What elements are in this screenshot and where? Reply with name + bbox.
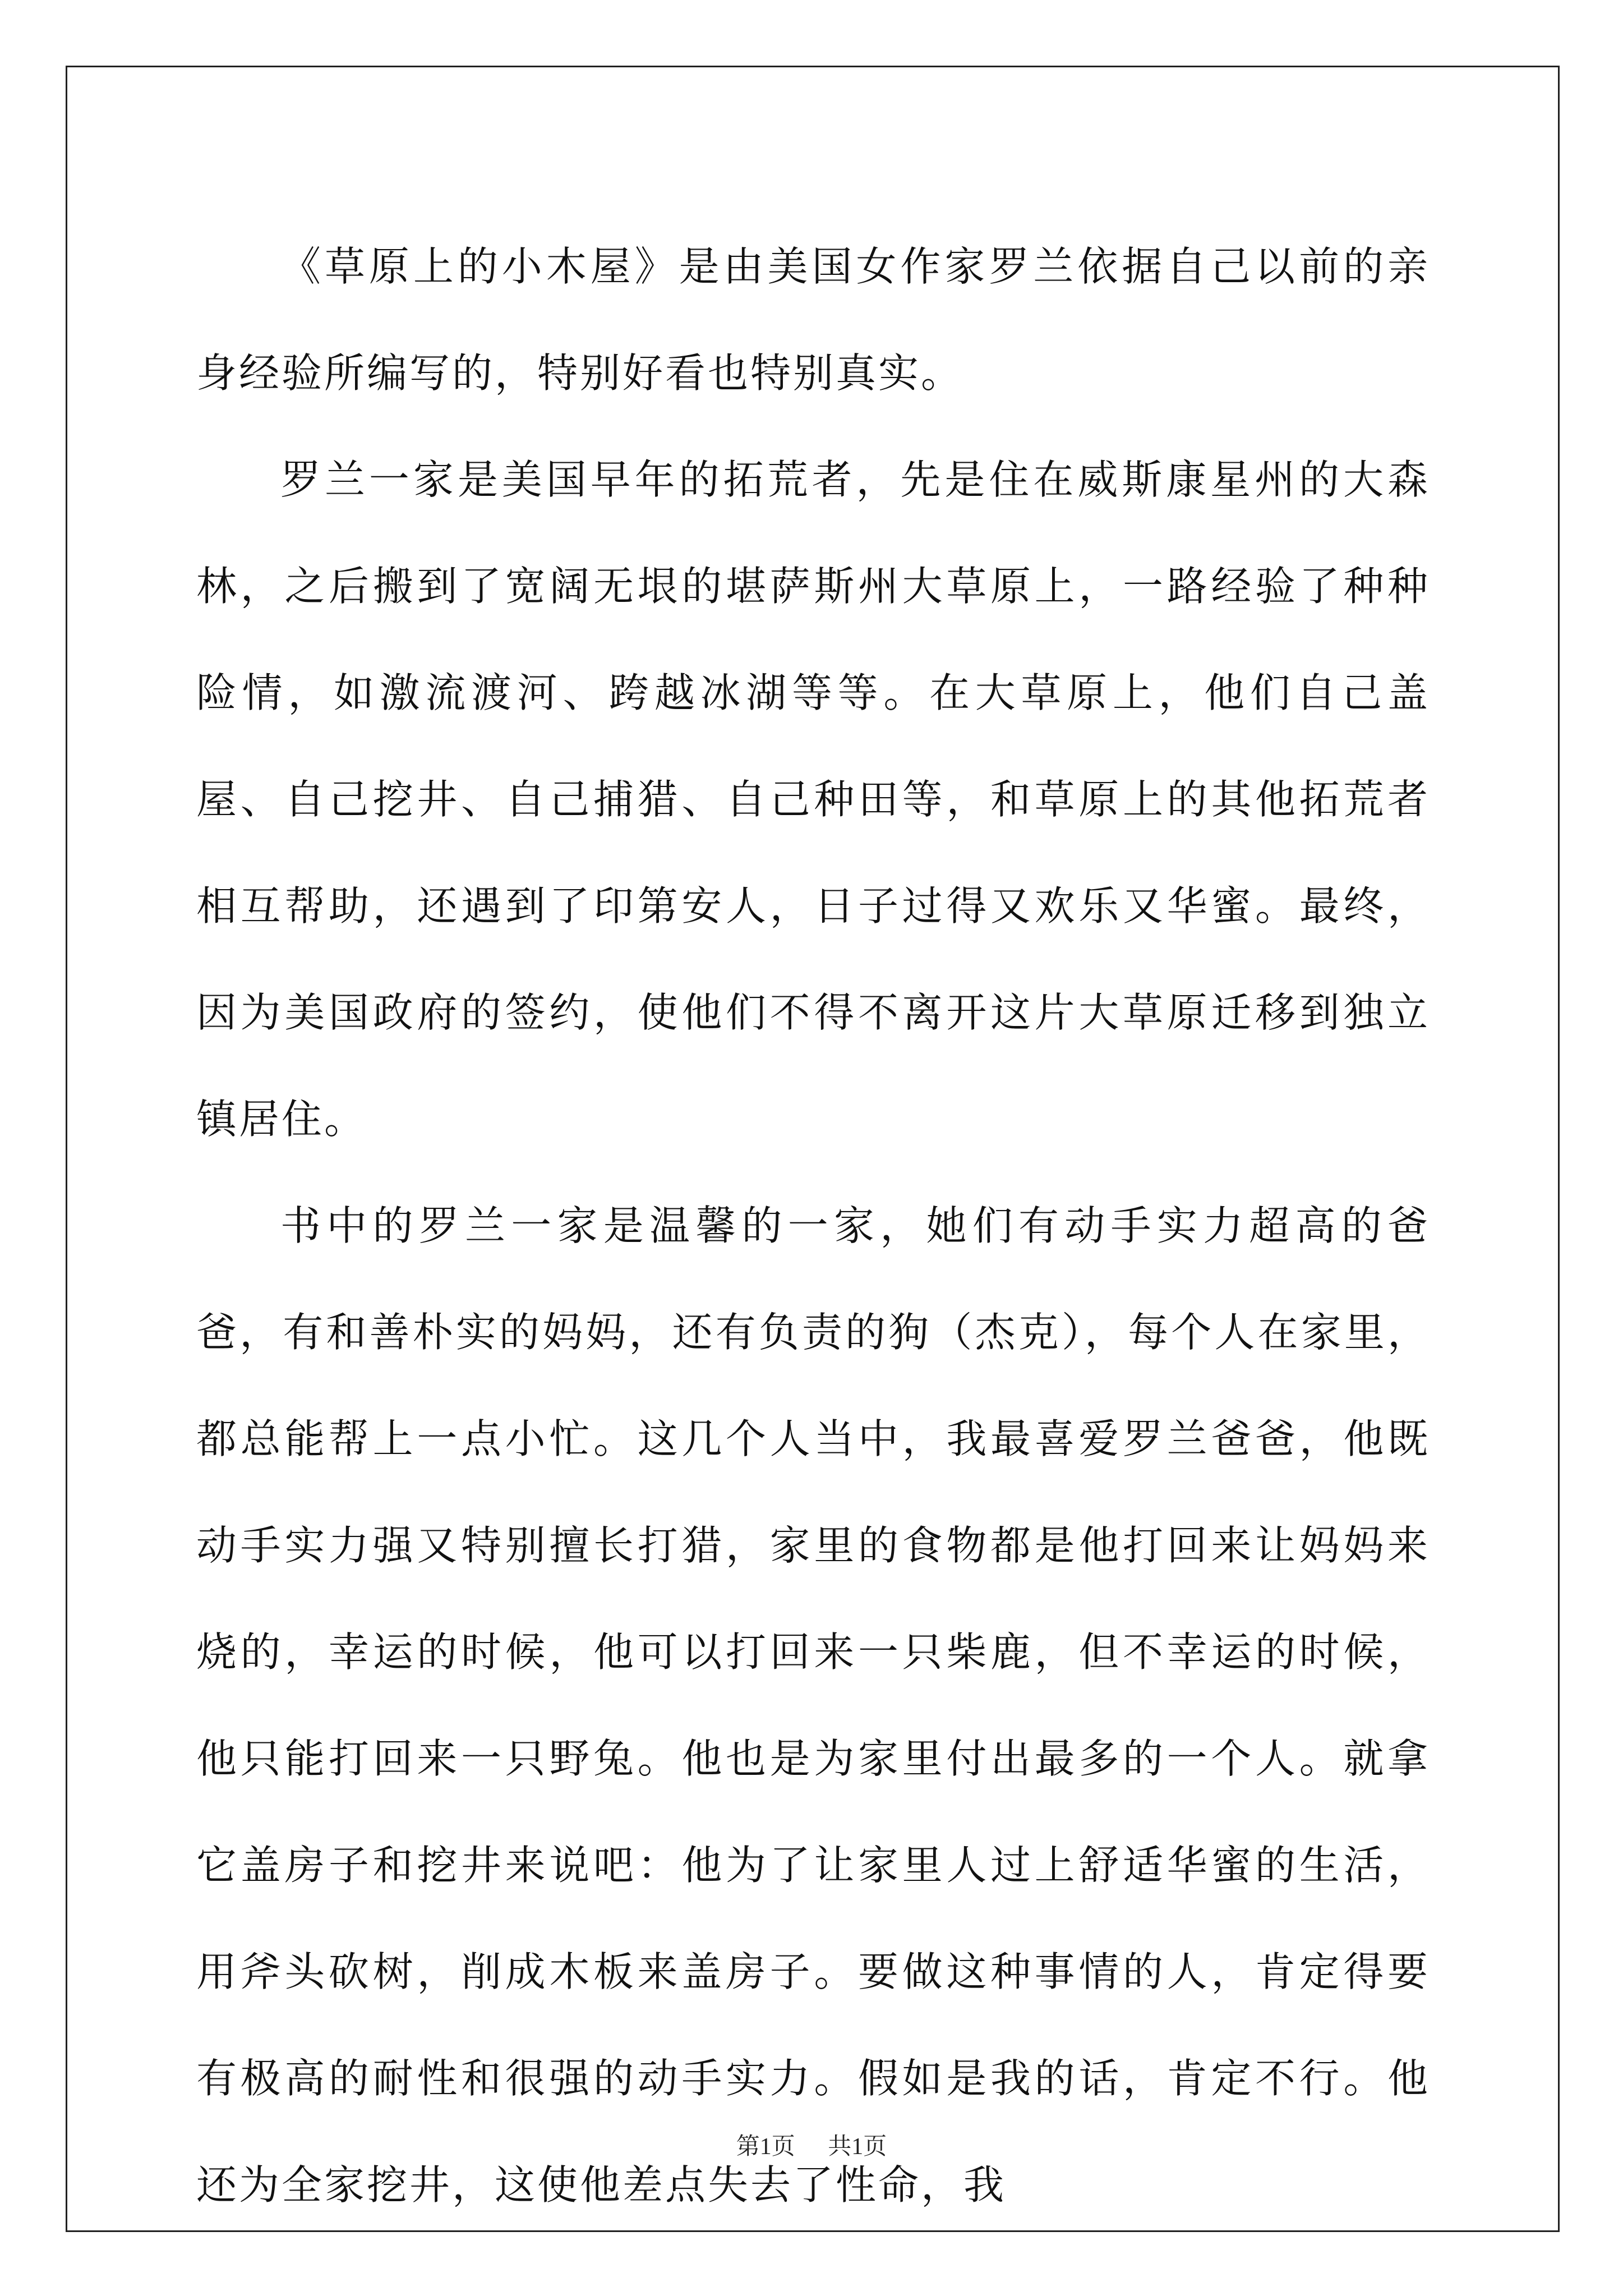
paragraph-3: 书中的罗兰一家是温馨的一家，她们有动手实力超高的爸爸，有和善朴实的妈妈，还有负责的狗（杰克），每个人在家里，都总能帮上一点小忙。这几个人当中，我最喜爱罗兰爸爸，他既动手实力强又特别擅长打猎，家里的食物都是他打回来让妈妈来烧的，幸运的时候，他可以打回来一只柴鹿，但不幸运的时候，他只能打回来一只野兔。他也是为家里付出最多的一个人。就拿它盖房子和挖井来说吧：他为了让家里人过上舒适华蜜的生活，用斧头砍树，削成木板来盖房子。要做这种事情的人，肯定得要有极高的耐性和很强的动手实力。假如是我的话，肯定不行。他还为全家挖井，这使他差点失去了性命，我 — [196, 1202, 1430, 2208]
document-body — [196, 213, 1430, 2238]
paragraph-1: 《草原上的小木屋》是由美国女作家罗兰依据自己以前的亲身经验所编写的，特别好看也特别真实。 — [196, 243, 1430, 397]
page-number: 第1页 — [736, 2134, 795, 2160]
paragraph-2: 罗兰一家是美国早年的拓荒者，先是住在威斯康星州的大森林，之后搬到了宽阔无垠的堪萨斯州大草原上，一路经验了种种险情，如激流渡河、跨越冰湖等等。在大草原上，他们自己盖屋、自己挖井、自己捕猎、自己种田等，和草原上的其他拓荒者相互帮助，还遇到了印第安人，日子过得又欢乐又华蜜。最终，因为美国政府的签约，使他们不得不离开这片大草原迁移到独立镇居住。 — [196, 456, 1430, 1143]
page-total: 共1页 — [828, 2134, 887, 2160]
page-footer — [0, 2128, 1623, 2161]
